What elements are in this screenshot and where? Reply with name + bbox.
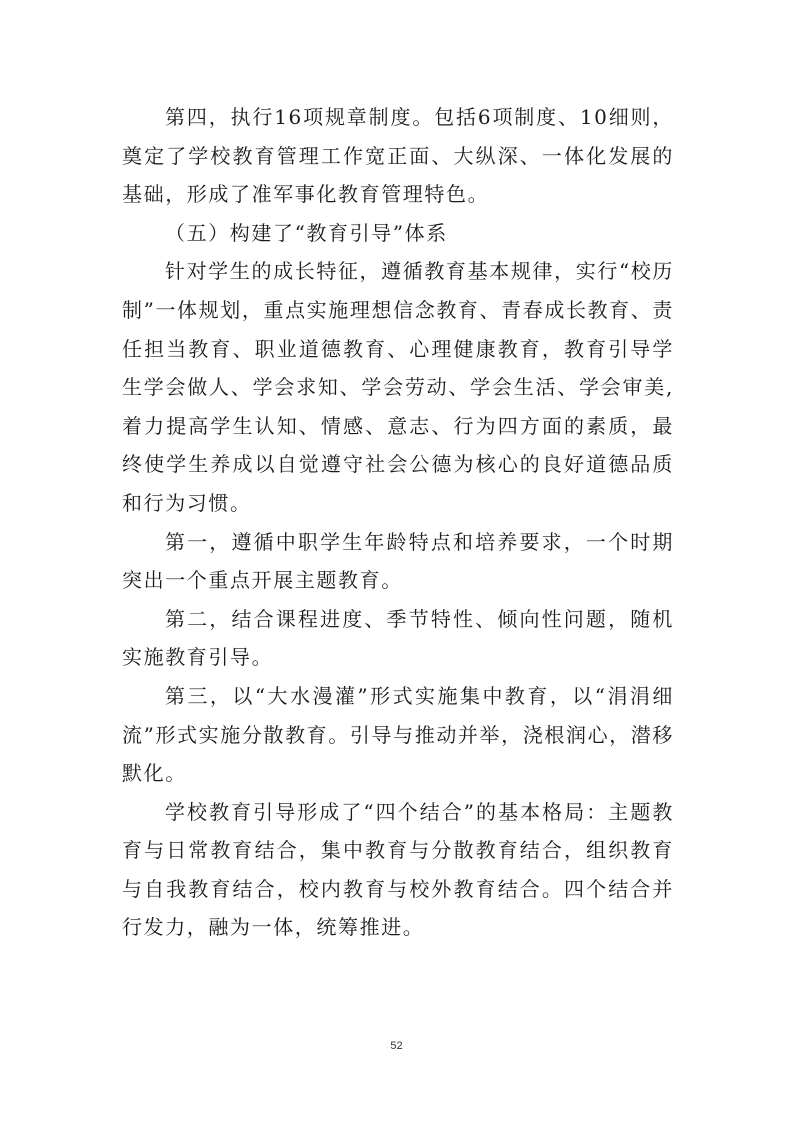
section-heading-guidance-system: （五）构建了“教育引导”体系 (165, 220, 448, 245)
paragraph-item-4-regulations: 第四，执行16项规章制度。包括6项制度、10细则，奠定了学校教育管理工作宽正面、大纵深、一体化发展的基础，形成了准军事化教育管理特色。 (122, 105, 674, 207)
paragraph-item-2-random-guidance: 第二，结合课程进度、季节特性、倾向性问题，随机实施教育引导。 (122, 606, 674, 670)
body-text (122, 98, 674, 947)
page-number: 52 (390, 1040, 403, 1052)
paragraph-item-3-centralized-distributed: 第三，以“大水漫灌”形式实施集中教育，以“涓涓细流”形式实施分散教育。引导与推动并举，浇根润心，潜移默化。 (122, 683, 674, 786)
paragraph-four-combinations: 学校教育引导形成了“四个结合”的基本格局：主题教育与日常教育结合，集中教育与分散教育结合，组织教育与自我教育结合，校内教育与校外教育结合。四个结合并行发力，融为一体，统筹推进。 (122, 799, 674, 940)
paragraph-item-1-theme-education: 第一，遵循中职学生年龄特点和培养要求，一个时期突出一个重点开展主题教育。 (122, 529, 674, 593)
paragraph-guidance-overview: 针对学生的成长特征，遵循教育基本规律，实行“校历制”一体规划，重点实施理想信念教育、青春成长教育、责任担当教育、职业道德教育、心理健康教育，教育引导学生学会做人、学会求知、学会劳动、学会生活、学会审美,着力提高学生认知、情感、意志、行为四方面的素质，最终使学生养成以自觉遵守社会公德为核心的良好道德品质和行为习惯。 (122, 259, 674, 515)
